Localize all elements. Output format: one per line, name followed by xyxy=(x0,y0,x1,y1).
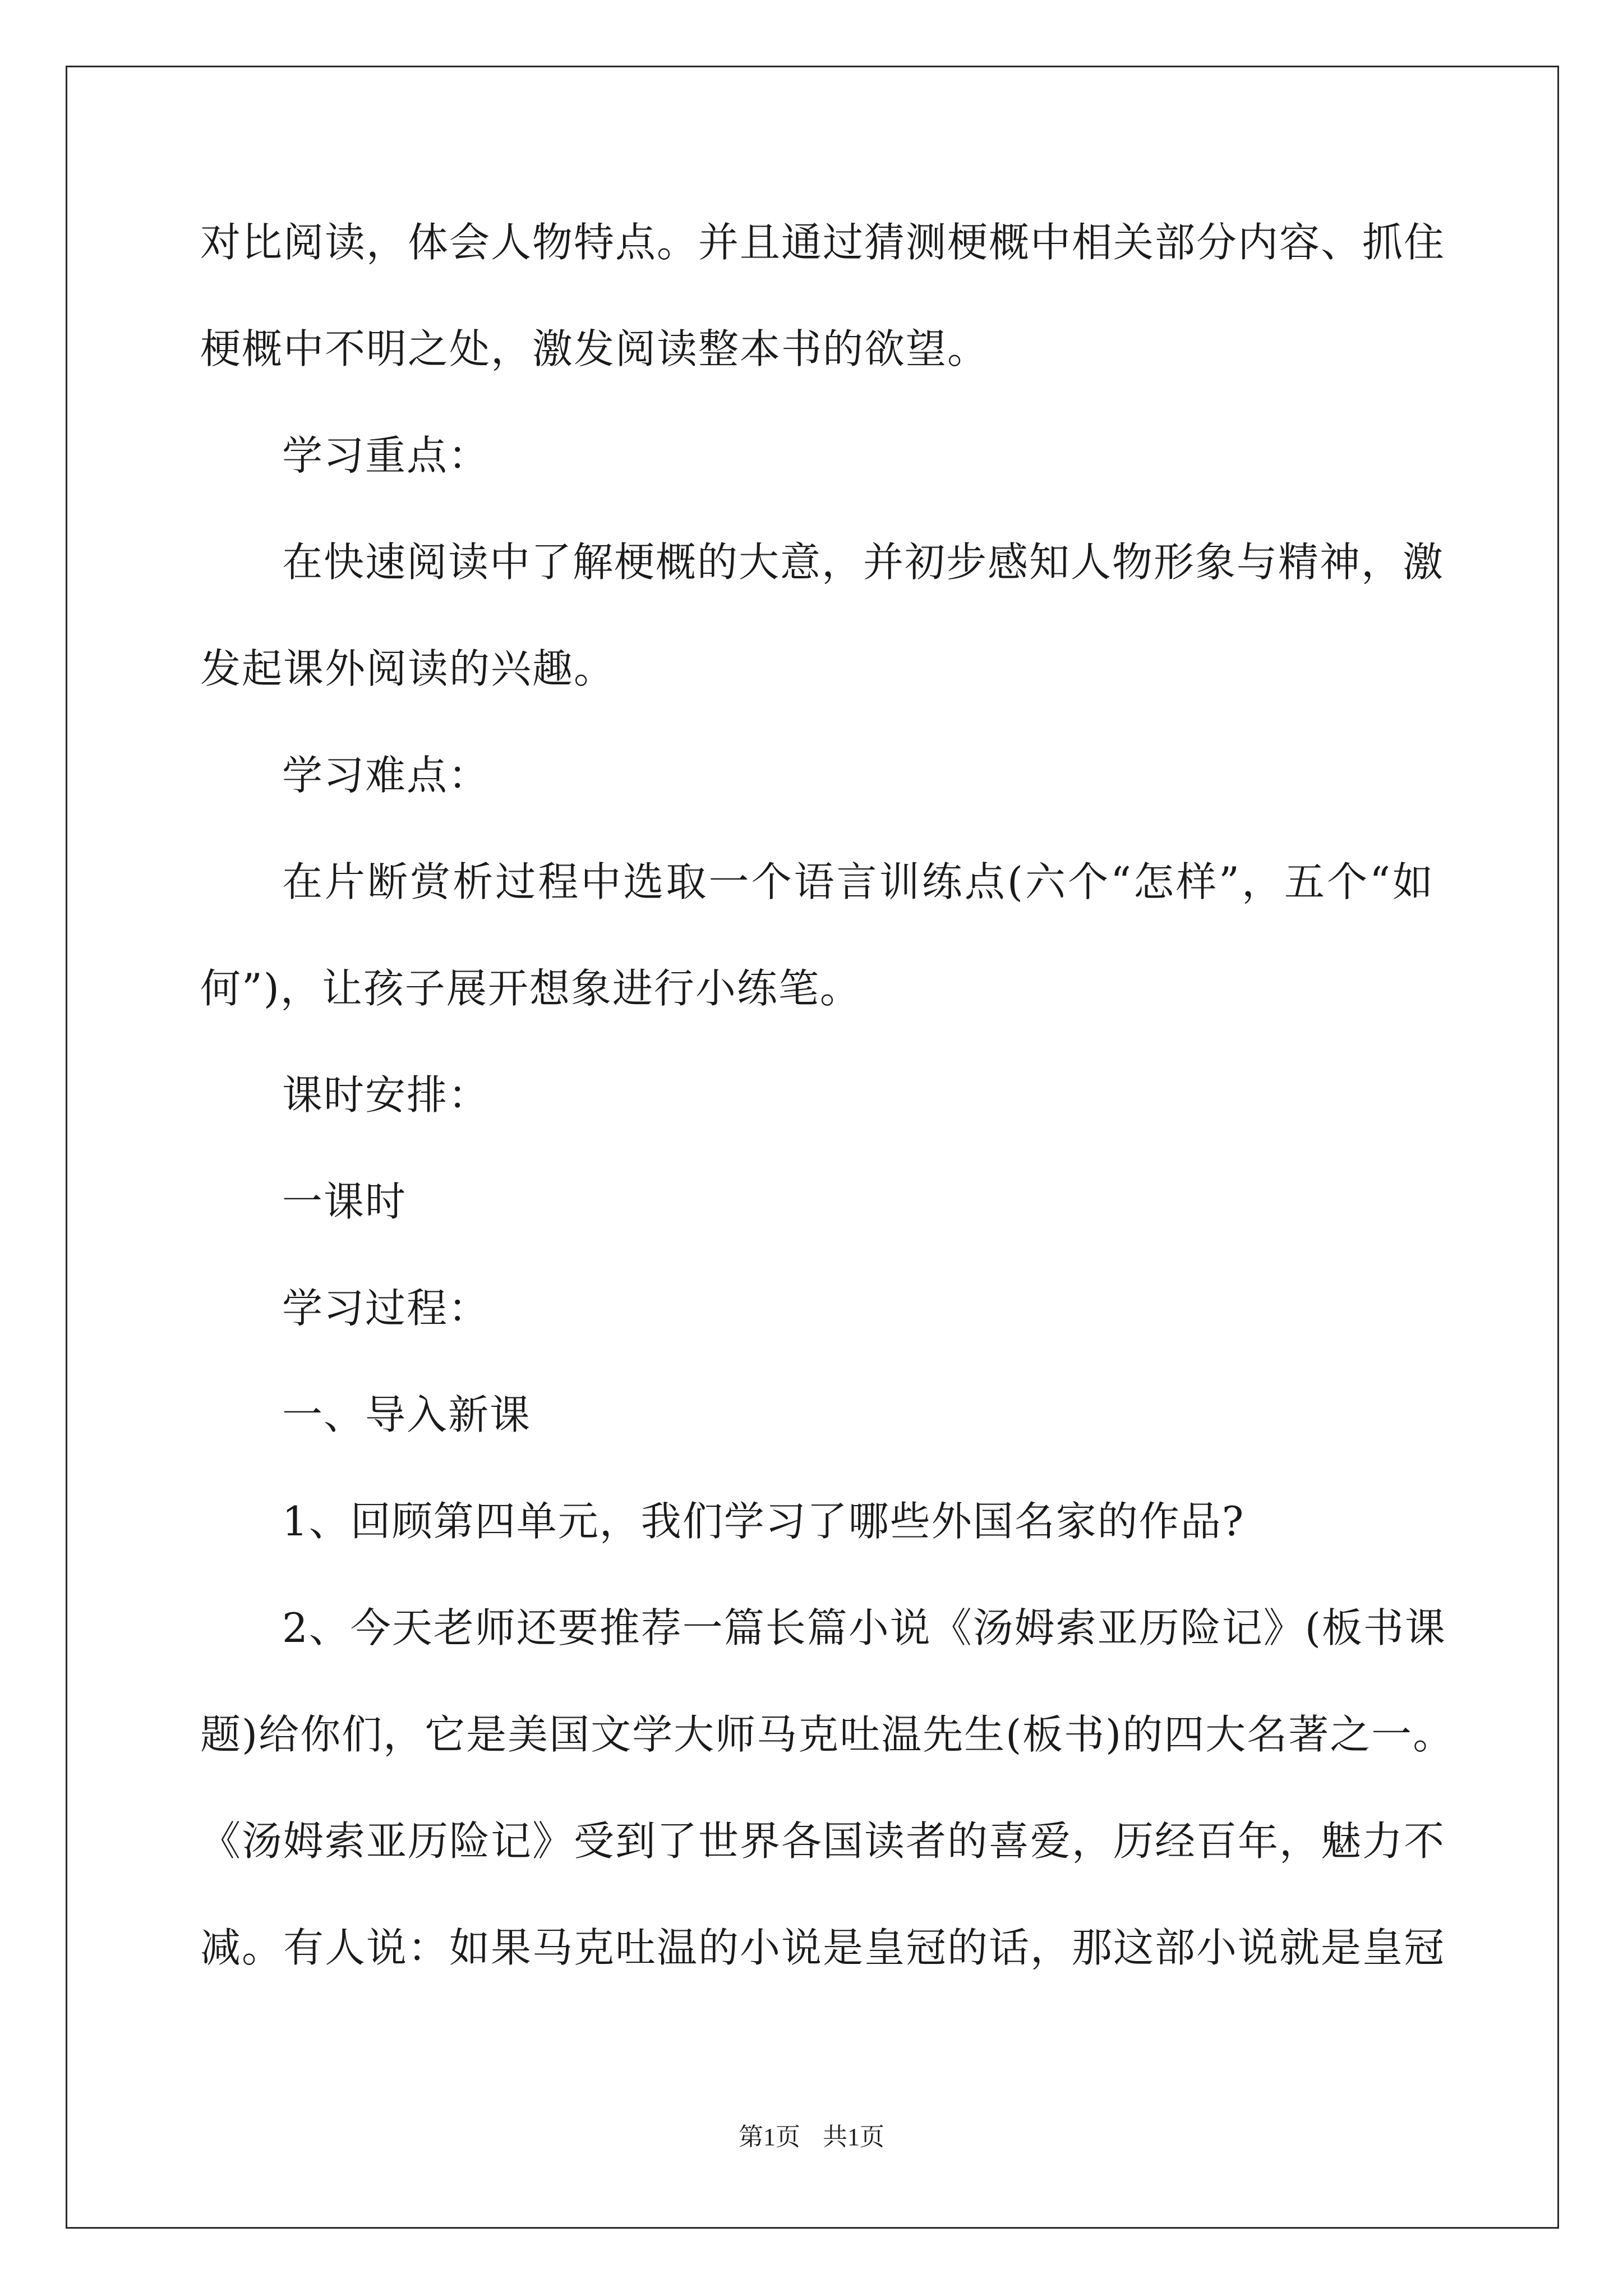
page-footer xyxy=(0,2120,1623,2154)
section-heading: 学习重点： xyxy=(282,432,490,479)
paragraph-line: 何”)，让孩子展开想象进行小练笔。 xyxy=(200,965,861,1012)
paragraph-line: 题)给你们，它是美国文学大师马克吐温先生(板书)的四大名著之一。 xyxy=(200,1711,1455,1758)
paragraph-line: 一课时 xyxy=(282,1178,407,1225)
paragraph-line: 对比阅读，体会人物特点。并且通过猜测梗概中相关部分内容、抓住 xyxy=(200,219,1446,266)
paragraph-line: 减。有人说：如果马克吐温的小说是皇冠的话，那这部小说就是皇冠 xyxy=(200,1924,1446,1971)
page-number: 第1页 xyxy=(739,2123,800,2151)
section-heading: 学习过程： xyxy=(282,1285,490,1332)
section-heading: 学习难点： xyxy=(282,752,490,799)
list-item: 2、今天老师还要推荐一篇长篇小说《汤姆索亚历险记》(板书课 xyxy=(282,1604,1446,1651)
paragraph-line: 梗概中不明之处，激发阅读整本书的欲望。 xyxy=(200,325,989,372)
section-heading: 一、导入新课 xyxy=(282,1391,532,1438)
paragraph-line: 在快速阅读中了解梗概的大意，并初步感知人物形象与精神，激 xyxy=(282,539,1445,586)
list-item: 1、回顾第四单元，我们学习了哪些外国名家的作品? xyxy=(282,1498,1245,1545)
paragraph-line: 在片断赏析过程中选取一个语言训练点(六个“怎样”，五个“如 xyxy=(282,858,1434,905)
page-total: 共1页 xyxy=(823,2123,884,2151)
page-border xyxy=(66,66,1559,2229)
section-heading: 课时安排： xyxy=(282,1071,490,1119)
paragraph-line: 发起课外阅读的兴趣。 xyxy=(200,645,616,692)
paragraph-line: 《汤姆索亚历险记》受到了世界各国读者的喜爱，历经百年，魅力不 xyxy=(200,1818,1446,1865)
